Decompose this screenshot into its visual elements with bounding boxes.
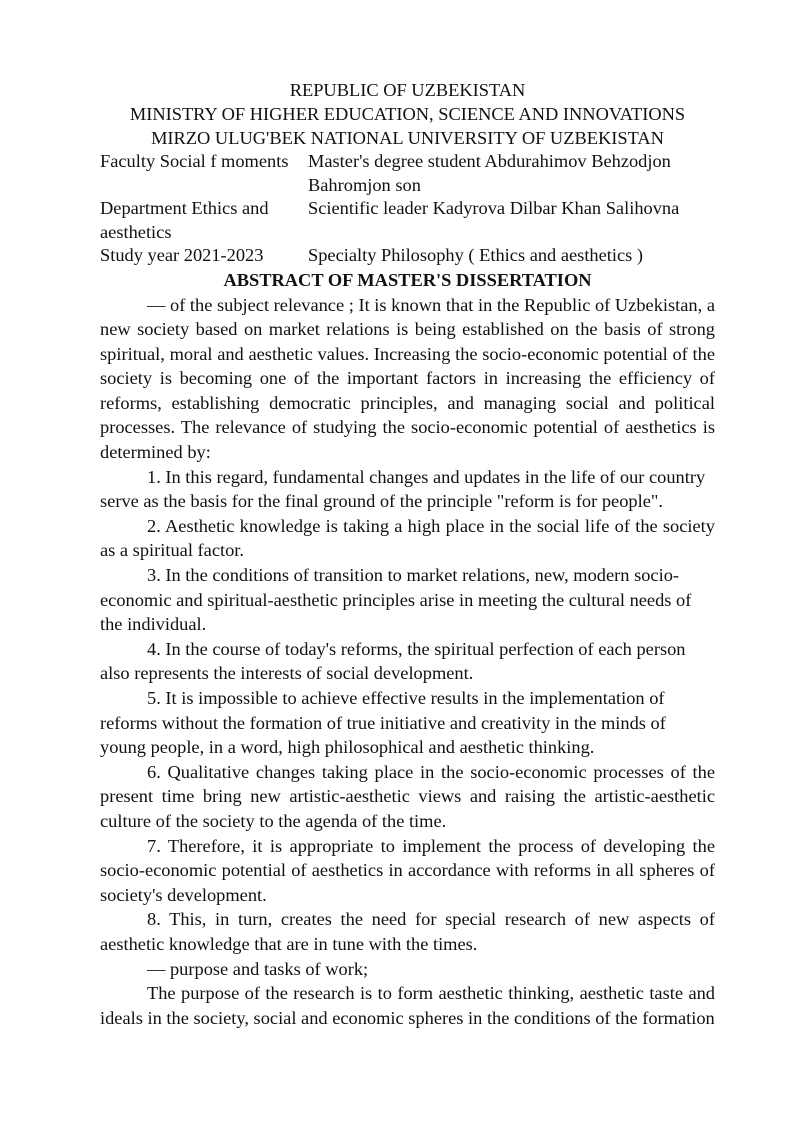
purpose-paragraph: The purpose of the research is to form aesthetic thinking, aesthetic taste and ideals in the society, social and economic spheres in the conditions of the formation [100, 983, 715, 1028]
list-item-5: 5. It is impossible to achieve effective results in the implementation of reforms without the formation of true initiative and creativity in the minds of young people, in a word, high philosophical and aesthetic thinking. [100, 688, 666, 758]
meta-row-faculty [100, 150, 715, 197]
list-item-7: 7. Therefore, it is appropriate to implement the process of developing the socio-economic potential of aesthetics in accordance with reforms in all spheres of society's development. [100, 835, 715, 905]
list-item-1: 1. In this regard, fundamental changes and updates in the life of our country serve as the basis for the final ground of the principle "reform is for people". [100, 466, 706, 512]
header-republic: REPUBLIC OF UZBEKISTAN [289, 80, 526, 100]
abstract-title: ABSTRACT OF MASTER'S DISSERTATION [223, 269, 592, 290]
list-item-2: 2. Aesthetic knowledge is taking a high place in the social life of the society as a spiritual factor. [100, 515, 715, 561]
specialty-cell: Specialty Philosophy ( Ethics and aesthetics ) [308, 245, 644, 265]
header-ministry: MINISTRY OF HIGHER EDUCATION, SCIENCE AND INNOVATIONS [129, 104, 686, 124]
relevance-paragraph: — of the subject relevance ; It is known that in the Republic of Uzbekistan, a new society based on market relations is being established on the basis of strong spiritual, moral and aesthetic values. Increasing the socio-economic potential of the society is becoming one of the important factors in increasing the efficiency of reforms, establishing democratic principles, and managing social and political processes. The relevance of studying the socio-economic potential of aesthetics is determined by: [100, 294, 715, 463]
list-item-4: 4. In the course of today's reforms, the spiritual perfection of each person also represents the interests of social development. [100, 638, 686, 684]
department-cell: Department Ethics and aesthetics [100, 198, 269, 242]
list-item-8: 8. This, in turn, creates the need for special research of new aspects of aesthetic knowledge that are in tune with the times. [100, 909, 715, 954]
student-cell: Master's degree student Abdurahimov Behzodjon Bahromjon son [308, 151, 671, 195]
purpose-heading: — purpose and tasks of work; [147, 958, 369, 979]
meta-row-department [100, 197, 715, 244]
study-year-cell: Study year 2021-2023 [100, 245, 264, 265]
header-university: MIRZO ULUG'BEK NATIONAL UNIVERSITY OF UZBEKISTAN [151, 128, 664, 148]
document-page [100, 78, 715, 1030]
dissertation-meta-table [100, 150, 715, 268]
list-item-3: 3. In the conditions of transition to market relations, new, modern socio-economic and spiritual-aesthetic principles arise in meeting the cultural needs of the individual. [100, 565, 692, 635]
scientific-leader-cell: Scientific leader Kadyrova Dilbar Khan Salihovna [308, 198, 680, 218]
list-item-6: 6. Qualitative changes taking place in the socio-economic processes of the present time bring new artistic-aesthetic views and raising the artistic-aesthetic culture of the society to the agenda of the time. [100, 761, 715, 831]
meta-row-study-year [100, 244, 715, 268]
faculty-cell: Faculty Social f moments [100, 151, 289, 171]
